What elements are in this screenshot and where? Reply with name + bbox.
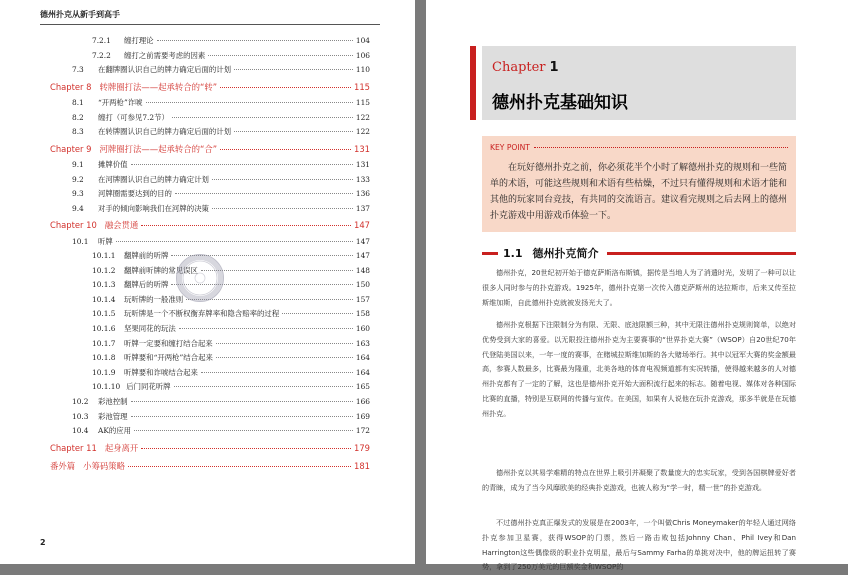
toc-section-row [50,337,370,352]
chapter-title: 德州扑克基础知识 [492,93,628,113]
toc-section-row [50,111,370,126]
toc-leader-dots [171,255,353,256]
chapter-accent-bar [470,46,476,120]
toc-entry-title: 彩池管理 [98,411,128,421]
key-point-divider [534,147,788,148]
toc-entry-number: 9.1 [72,159,84,169]
toc-entry-number: 10.4 [72,426,89,436]
toc-entry-page: 137 [355,203,370,213]
toc-entry-number: 10.1.6 [92,324,116,334]
toc-entry-title: 小筹码策略 [83,461,125,471]
section-rule-right [607,252,797,255]
toc-entry-page: 157 [355,294,370,304]
toc-leader-dots [179,328,353,329]
toc-leader-dots [131,401,353,402]
toc-entry-number: 7.2.2 [92,50,111,60]
toc-entry-title: 玩听牌的一般准则 [124,294,184,304]
toc-leader-dots [175,193,353,194]
toc-leader-dots [172,117,353,118]
toc-entry-title: 起身离开 [104,442,139,453]
toc-entry-title: 融会贯通 [104,220,139,231]
toc-leader-dots [171,284,353,285]
toc-entry-page: 163 [355,338,370,348]
toc-entry-title: 听牌要和诈唬结合起来 [124,367,198,377]
toc-section-row [50,424,370,439]
toc-section-row [50,187,370,202]
toc-entry-number: 10.1.8 [92,353,116,363]
toc-entry-title: 听牌一定要和缠打结合起来 [124,338,213,348]
key-point-heading [490,143,788,152]
toc-entry-page: 165 [355,382,370,392]
toc-entry-title: 缠打之前需要考虑的因素 [124,50,206,60]
toc-leader-dots [141,225,351,226]
toc-entry-number: 7.2.1 [92,36,111,45]
toc-entry-number: 番外篇 [50,461,76,471]
toc-section-row [50,351,370,366]
header-rule [40,24,380,25]
right-page [426,0,848,572]
toc-entry-number: 8.1 [72,97,84,107]
section-heading [482,244,796,262]
toc-entry-title: 在转牌圈认识自己的牌力确定后面的计划 [98,127,232,137]
toc-entry-page: 164 [355,367,370,377]
toc-entry-number: Chapter 11 [50,442,97,453]
toc-leader-dots [234,131,353,132]
toc-entry-title: 翻牌前听牌的常见误区 [124,265,198,275]
toc-section-row [50,49,370,64]
toc-entry-page: 115 [354,81,370,92]
toc-chapter-row [50,457,370,475]
toc-leader-dots [186,299,353,300]
toc-leader-dots [220,149,351,150]
chapter-word: Chapter [492,60,546,75]
toc-leader-dots [234,69,353,70]
toc-entry-title: 在翻牌圈认识自己的牌力确定后面的计划 [98,65,232,75]
toc-section-row [50,96,370,111]
toc-entry-page: 122 [355,127,370,137]
toc-entry-page: 106 [355,50,370,60]
toc-leader-dots [201,270,353,271]
running-head: 德州扑克从新手到高手 [40,10,120,19]
toc-entry-number: 10.1.5 [92,309,116,319]
body-paragraph-3: 德州扑克以其易学难精的特点在世界上吸引并凝聚了数量庞大的忠实玩家，受到各国棋牌爱好者的青睐，成为了当今风靡欧美的经典扑克游戏，也被人称为“学一时，精一世”的扑克游戏。 [482,468,796,492]
toc-entry-page: 133 [355,174,370,184]
toc-entry-title: 听牌要和“开两枪”结合起来 [124,353,213,363]
toc-entry-number: 9.3 [72,189,84,199]
toc-chapter-row [50,439,370,457]
toc-entry-page: 169 [355,411,370,421]
toc-entry-page: 148 [355,265,370,275]
toc-entry-title: 玩听牌是一个不断权衡弃牌率和隐含赔率的过程 [124,309,280,319]
toc-entry-number: 8.3 [72,127,84,137]
toc-entry-title: 彩池控制 [98,397,128,407]
toc-chapter-row [50,140,370,158]
toc-entry-page: 147 [355,236,370,246]
toc-entry-title: 听牌 [98,236,113,246]
table-of-contents [50,34,370,475]
chapter-number: 1 [549,60,559,75]
toc-entry-page: 131 [354,143,370,154]
toc-entry-number: 10.3 [72,411,89,421]
toc-chapter-row [50,78,370,96]
toc-leader-dots [208,55,353,56]
toc-entry-number: Chapter 9 [50,143,92,154]
toc-section-row [50,34,370,49]
body-paragraph-1: 德州扑克，20世纪初开始于德克萨斯洛布斯镇，据传是当地人为了消遣时光，发明了一种可以让很多人同时参与的扑克游戏。1925年，德州扑克第一次传入德克萨斯州的达拉斯市，后来又传至拉斯维加斯，自此德州扑克就被发扬光大了。 [482,268,796,307]
key-point-text: 在玩好德州扑克之前，你必须花半个小时了解德州扑克的规则和一些简单的术语，可能这些规则和术语有些枯燥，不过只有懂得规则和术语才能和其他的玩家同台竞技，有共同的交流语言。建议看完规则之后去网上的德州扑克游戏中用游戏币体验一下。 [490,163,788,221]
toc-section-row [50,322,370,337]
toc-entry-page: 158 [355,309,370,319]
toc-leader-dots [216,357,353,358]
toc-leader-dots [141,448,351,449]
toc-leader-dots [216,343,353,344]
toc-entry-page: 147 [354,220,370,231]
toc-entry-page: 181 [354,461,370,471]
toc-entry-title: “开两枪”诈唬 [98,97,143,107]
toc-entry-number: 10.2 [72,397,89,407]
toc-section-row [50,410,370,425]
toc-entry-title: 翻牌后的听牌 [124,280,169,290]
toc-entry-number: 8.2 [72,112,84,122]
toc-entry-number: 10.1.7 [92,338,116,348]
left-page [0,0,415,564]
toc-entry-number: 10.1.3 [92,280,116,290]
toc-entry-page: 131 [355,159,370,169]
toc-entry-number: 10.1.10 [92,382,121,392]
toc-section-row [50,202,370,217]
toc-entry-number: Chapter 8 [50,81,92,92]
toc-entry-title: 坚果同花的玩法 [124,324,176,334]
body-paragraph-4: 不过德州扑克真正爆发式的发展是在2003年，一个叫做Chris Moneymaker的年轻人通过网络扑克参加卫星赛，获得WSOP的门票，然后一路击败包括Johnny Chan、Phil Ivey和Dan Harrington这些偶像级的职业扑克明星，最后与Sammy Farha的单挑对决中，他的牌运扭转了赛势，拿到了250万美元的巨额奖金和WSOP的 [482,518,796,572]
toc-entry-page: 166 [355,397,370,407]
toc-entry-page: 172 [355,426,370,436]
toc-leader-dots [146,102,353,103]
toc-section-row [50,173,370,188]
toc-entry-page: 110 [355,65,370,75]
toc-entry-title: AK的应用 [98,426,132,436]
chapter-label [492,60,559,75]
toc-section-row [50,395,370,410]
toc-section-row [50,63,370,78]
toc-leader-dots [157,40,353,41]
toc-leader-dots [212,208,353,209]
section-title: 德州扑克简介 [532,247,599,260]
toc-entry-number: 10.1 [72,236,89,246]
toc-entry-number: 9.2 [72,174,84,184]
toc-entry-number: 9.4 [72,203,84,213]
toc-leader-dots [131,416,353,417]
toc-leader-dots [116,241,353,242]
toc-entry-title: 缠打理论 [124,36,154,45]
toc-entry-title: 在河牌圈认识自己的牌力确定计划 [98,174,209,184]
toc-entry-title: 摊牌价值 [98,159,128,169]
toc-leader-dots [128,466,351,467]
toc-entry-page: 115 [355,97,370,107]
toc-entry-page: 122 [355,112,370,122]
toc-leader-dots [134,430,353,431]
toc-entry-title: 后门同花听牌 [126,382,171,392]
toc-entry-title: 翻牌前的听牌 [124,251,169,261]
toc-entry-page: 179 [354,442,370,453]
toc-entry-number: 10.1.2 [92,265,116,275]
page-number: 2 [40,538,46,547]
toc-entry-page: 164 [355,353,370,363]
key-point-label: KEY POINT [490,143,530,152]
toc-entry-page: 160 [355,324,370,334]
section-number: 1.1 [503,246,523,260]
toc-leader-dots [174,386,353,387]
toc-entry-number: Chapter 10 [50,220,97,231]
toc-chapter-row [50,216,370,234]
toc-leader-dots [220,87,351,88]
toc-leader-dots [282,313,353,314]
toc-entry-title: 转牌圈打法——起承转合的“转” [99,81,218,92]
toc-entry-page: 150 [355,280,370,290]
toc-leader-dots [212,179,353,180]
toc-section-row [50,125,370,140]
toc-entry-number: 10.1.9 [92,367,116,377]
toc-entry-title: 河牌圈需要达到的目的 [98,189,172,199]
toc-entry-page: 136 [355,189,370,199]
toc-entry-title: 缠打（可参见7.2节） [98,112,169,122]
toc-section-row [50,235,370,250]
toc-section-row [50,249,370,264]
toc-section-row [50,307,370,322]
toc-section-row [50,380,370,395]
toc-section-row [50,278,370,293]
toc-entry-number: 7.3 [72,65,84,75]
toc-entry-number: 10.1.1 [92,251,116,261]
section-rule-left [482,252,498,255]
chapter-header [482,46,796,120]
body-paragraph-2: 德州扑克根据下注限制分为有限、无限、底池限额三种，其中无限注德州扑克规则简单，以绝对优势受到大家的喜爱。以无限投注德州扑克为主要赛事的“世界扑克大赛”（WSOP）自20世纪70年代登陆美国以来，一年一度的赛事，在赌城拉斯维加斯的各大赌场举行。其中以冠军大赛的奖金额最高，参赛人数最多，比赛最为隆重，北美各地的体育电视频道都有实况转播，使得越来越多的人对德州扑克都有了一定的了解，这也是德州扑克开始大面积流行起来的标志。随着电视、媒体对各种国际比赛的直播，特别是互联网的传播与宣传。在美国，如果有人说他在玩扑克游戏，那多半就是在玩德州扑克。 [482,320,796,418]
toc-entry-number: 10.1.4 [92,294,116,304]
toc-section-row [50,366,370,381]
toc-leader-dots [131,164,353,165]
toc-entry-page: 104 [355,36,370,45]
toc-section-row [50,158,370,173]
toc-leader-dots [201,372,353,373]
toc-entry-title: 河牌圈打法——起承转合的“合” [99,143,218,154]
key-point-box [482,136,796,232]
toc-section-row [50,264,370,279]
toc-section-row [50,293,370,308]
toc-entry-title: 对手的倾向影响我们在河牌的决策 [98,203,209,213]
toc-entry-page: 147 [355,251,370,261]
